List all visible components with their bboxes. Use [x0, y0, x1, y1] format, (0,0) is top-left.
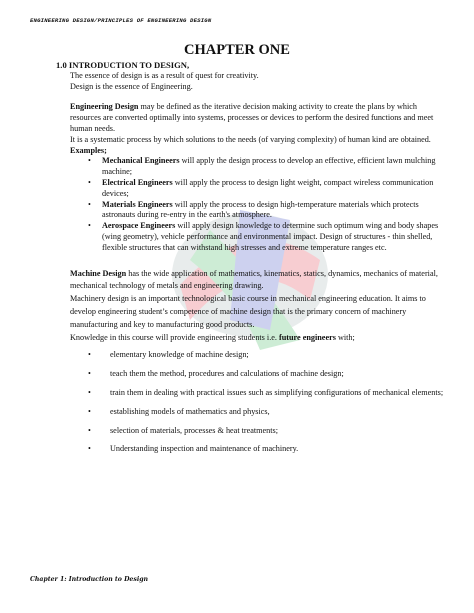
list-item: • selection of materials, processes & heat treatments;: [70, 425, 448, 438]
list-item: • teach them the method, procedures and calculations of machine design;: [70, 368, 448, 381]
intro-line-2: Design is the essence of Engineering.: [70, 81, 193, 91]
section-title: 1.0 INTRODUCTION TO DESIGN,: [56, 60, 190, 70]
list-item: • establishing models of mathematics and physics,: [70, 406, 448, 419]
examples-list: [56, 156, 448, 253]
bullet-icon: •: [88, 199, 91, 209]
machinery-design-paragraph: Machinery design is an important technological basic course in mechanical engineering education. It aims to develop engineering student’s competence of machine design that is the primary concern of machinery manufacturing and key to manufacturing good products.: [70, 294, 426, 329]
bullet-icon: •: [88, 177, 91, 187]
machine-design-term: Machine Design: [70, 268, 127, 278]
chapter-title: CHAPTER ONE: [184, 42, 290, 58]
bullet-icon: •: [88, 156, 91, 166]
list-item: • Understanding inspection and maintenance of machinery.: [70, 443, 448, 456]
bullet-icon: •: [88, 350, 91, 360]
engineering-design-definition: Engineering Design may be defined as the iterative decision making activity to create the plans by which resources are converted optimally into systems, processes or devices to perform the desired functions and meet human needs.: [70, 102, 434, 133]
bullet-icon: •: [88, 221, 91, 231]
knowledge-list: [56, 349, 448, 456]
intro-line-1: The essence of design is as a result of quest for creativity.: [70, 70, 259, 80]
list-item: • elementary knowledge of machine design;: [70, 349, 448, 362]
list-item: • Mechanical Engineers will apply the design process to develop an effective, efficient lawn mulching machine;: [88, 156, 436, 177]
bullet-icon: •: [88, 387, 91, 397]
engineering-design-term: Engineering Design: [70, 102, 139, 112]
list-item: • Electrical Engineers will apply the process to design light weight, compact wireless communication devices;: [88, 177, 434, 198]
knowledge-paragraph: Knowledge in this course will provide engineering students i.e. future engineers with;: [70, 332, 355, 342]
running-header: ENGINEERING DESIGN/PRINCIPLES OF ENGINEERING DESIGN: [30, 17, 212, 24]
list-item: • Aerospace Engineers will apply design knowledge to determine such optimum wing and body shapes (wing geometry), vehicle performance and environmental impact. Design of structures - thin shelled, flexible structures that can withstand high stresses and extreme temperature ranges etc.: [88, 221, 439, 252]
bullet-icon: •: [88, 444, 91, 454]
bullet-icon: •: [88, 406, 91, 416]
engineering-design-process: It is a systematic process by which solutions to the needs (of varying complexity) of human kind are obtained.: [70, 134, 431, 144]
page-footer: Chapter 1: Introduction to Design: [30, 576, 149, 583]
bullet-icon: •: [88, 425, 91, 435]
list-item: • train them in dealing with practical issues such as simplifying configurations of mechanical elements;: [70, 387, 448, 400]
examples-heading: Examples;: [70, 145, 107, 155]
machine-design-paragraph: Machine Design has the wide application of mathematics, kinematics, statics, dynamics, mechanics of material, mechanical technology of metals and engineering drawing.: [70, 268, 438, 291]
bullet-icon: •: [88, 369, 91, 379]
list-item: • Materials Engineers will apply the process to design high-temperature materials which protects astronauts during re-entry in the earth's atmosphere.: [88, 199, 419, 220]
main-content: [56, 60, 448, 462]
